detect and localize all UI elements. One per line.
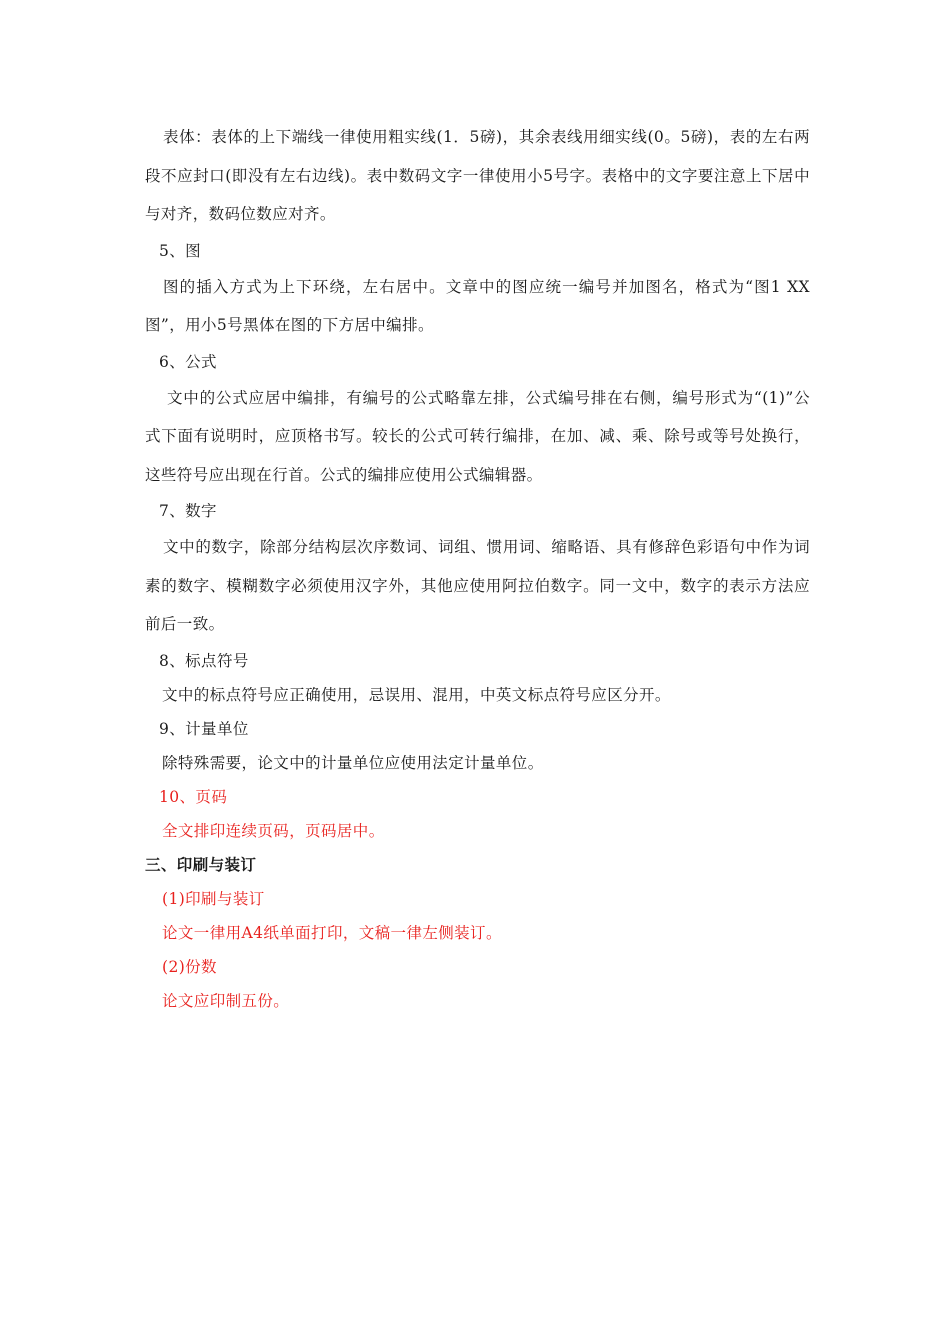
item8-heading: 8、标点符号 <box>159 651 249 670</box>
item9-paragraph: 除特殊需要，论文中的计量单位应使用法定计量单位。 <box>162 753 544 772</box>
item10-paragraph: 全文排印连续页码，页码居中。 <box>162 821 385 840</box>
item5-heading: 5、图 <box>159 241 202 260</box>
item10-heading: 10、页码 <box>159 787 228 806</box>
document-body <box>145 118 810 1018</box>
sub1-paragraph: 论文一律用A4纸单面打印，文稿一律左侧装订。 <box>162 923 502 942</box>
item7-paragraph: 文中的数字，除部分结构层次序数词、词组、惯用词、缩略语、具有修辞色彩语句中作为词素的数字、模糊数字必须使用汉字外，其他应使用阿拉伯数字。同一文中，数字的表示方法应前后一致。 <box>145 538 810 633</box>
item9-heading: 9、计量单位 <box>159 719 249 738</box>
item6-paragraph: 文中的公式应居中编排，有编号的公式略靠左排，公式编号排在右侧，编号形式为“(1)”公式下面有说明时，应顶格书写。较长的公式可转行编排，在加、减、乘、除号或等号处换行，这些符号应出现在行首。公式的编排应使用公式编辑器。 <box>145 388 810 484</box>
section3-title: 三、印刷与装订 <box>145 855 257 874</box>
item7-heading: 7、数字 <box>159 502 217 520</box>
table-body-paragraph: 表体：表体的上下端线一律使用粗实线(1．5磅)，其余表线用细实线(0。5磅)，表的左右两段不应封口(即没有左右边线)。表中数码文字一律使用小5号字。表格中的文字要注意上下居中与对齐，数码位数应对齐。 <box>145 128 810 223</box>
sub1-heading: (1)印刷与装订 <box>162 889 265 908</box>
item6-heading: 6、公式 <box>159 352 217 371</box>
item5-paragraph: 图的插入方式为上下环绕，左右居中。文章中的图应统一编号并加图名，格式为“图1 XX图”，用小5号黑体在图的下方居中编排。 <box>145 277 810 334</box>
sub2-heading: (2)份数 <box>162 957 217 976</box>
item8-paragraph: 文中的标点符号应正确使用，忌误用、混用，中英文标点符号应区分开。 <box>162 685 671 704</box>
sub2-paragraph: 论文应印制五份。 <box>162 991 290 1010</box>
